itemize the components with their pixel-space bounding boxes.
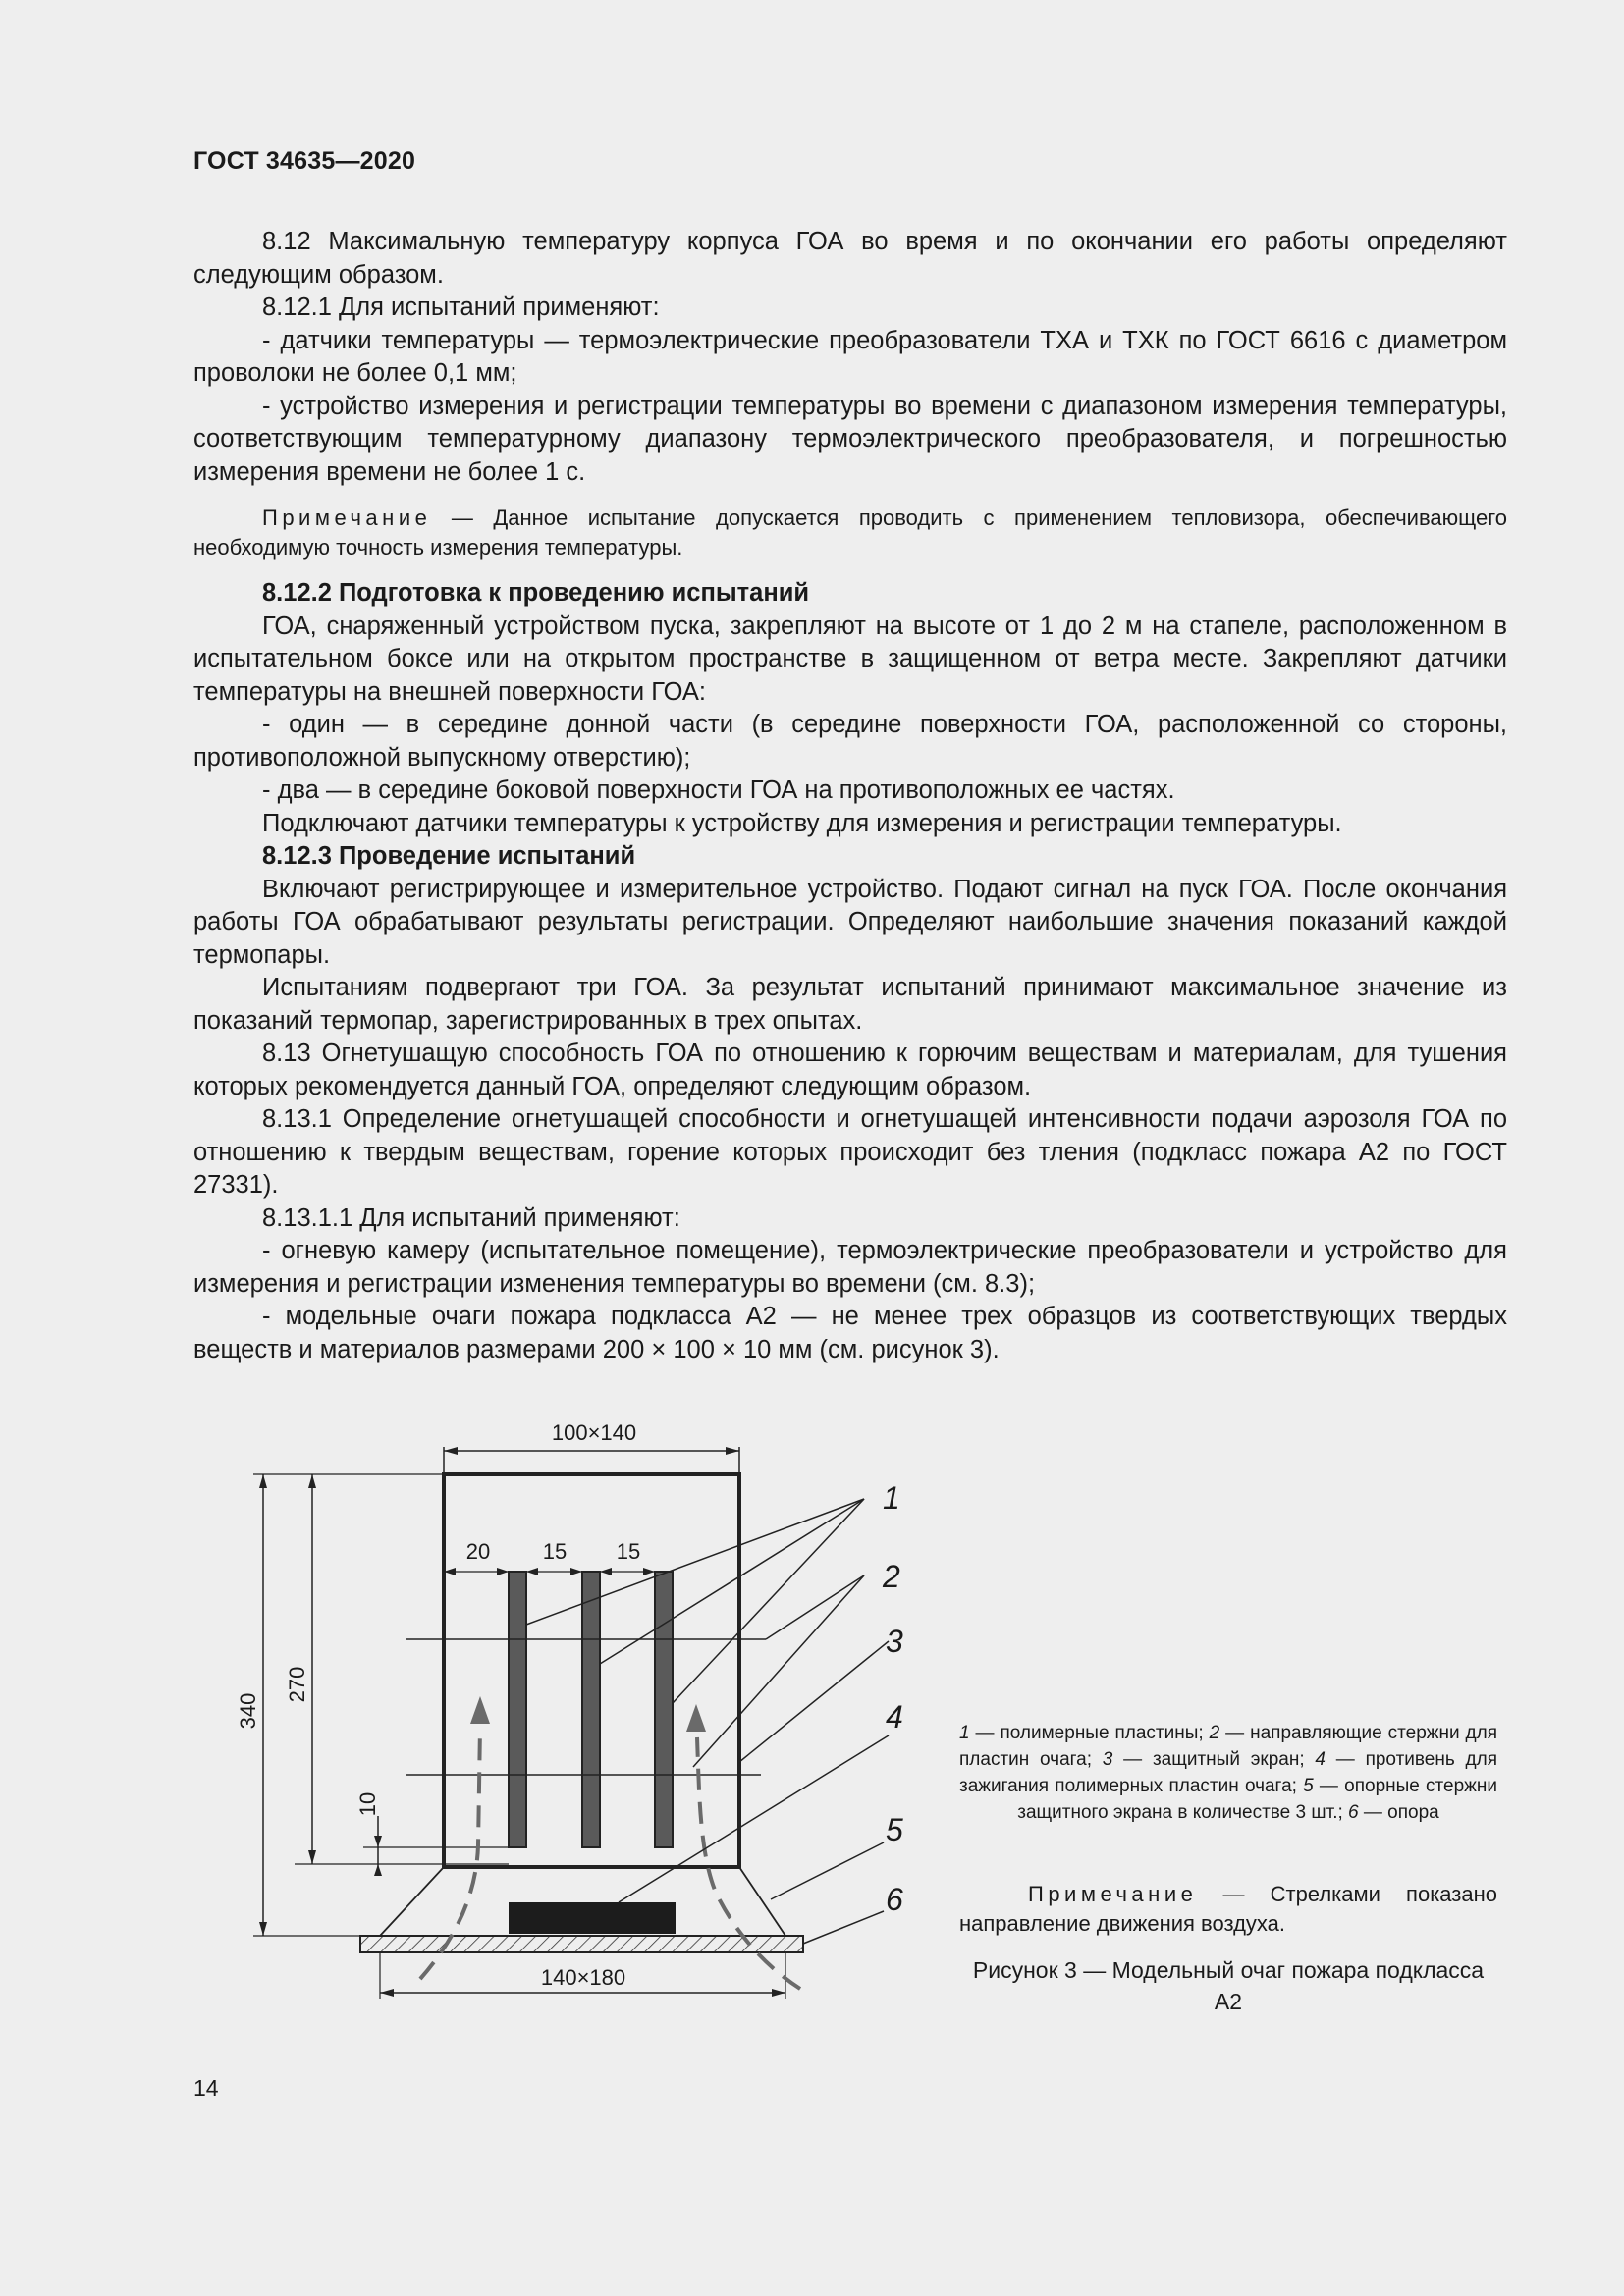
paragraph: - модельные очаги пожара подкласса А2 — не менее трех образцов из соответствующих твердых веществ и материалов размерами 200 × 100 × 10 мм (см. рисунок 3). — [193, 1303, 1507, 1363]
paragraph: - два — в середине боковой поверхности ГОА на противоположных ее частях. — [262, 776, 1175, 804]
legend-text: — направляющие стержни для пластин очага; — [959, 1723, 1497, 1770]
callouts — [882, 1480, 903, 1917]
dim-label: 270 — [285, 1666, 309, 1703]
dim-label: 15 — [616, 1539, 641, 1564]
paragraph: 8.12.1 Для испытаний применяют: — [262, 294, 660, 321]
paragraph: - один — в середине донной части (в середине поверхности ГОА, расположенной со стороны, противоположной выпускному отверстию); — [193, 711, 1507, 772]
callout-number: 5 — [886, 1812, 903, 1847]
paragraph: 8.12 Максимальную температуру корпуса ГОА во время и по окончании его работы определяют следующим образом. — [193, 228, 1507, 289]
callout-number: 3 — [886, 1624, 903, 1659]
leader-lines — [526, 1499, 889, 1944]
section-heading: 8.12.2 Подготовка к проведению испытаний — [262, 579, 810, 607]
paragraph: 8.13.1 Определение огнетушащей способности и огнетушащей интенсивности подачи аэрозоля ГОА по отношению к твердым веществам, горение которых происходит без тления (подкласс пожара А2 по ГОСТ 27331). — [193, 1105, 1507, 1199]
dim-plate-spacing — [444, 1539, 655, 1575]
callout-number: 2 — [883, 1559, 900, 1594]
dim-label: 20 — [465, 1539, 491, 1564]
polymer-plate — [509, 1572, 526, 1847]
dim-bottom-width — [380, 1952, 785, 1999]
base-plate — [360, 1936, 803, 1952]
dim-label: 15 — [542, 1539, 568, 1564]
legend-number: 2 — [1209, 1723, 1220, 1743]
paragraph: Подключают датчики температуры к устройству для измерения и регистрации температуры. — [262, 809, 1342, 837]
legend-number: 3 — [1102, 1749, 1113, 1770]
paragraph: ГОА, снаряженный устройством пуска, закрепляют на высоте от 1 до 2 м на стапеле, расположенном в испытательном боксе или на открытом пространстве в защищенном от ветра месте. Закрепляют датчики температуры на внешней поверхности ГОА: — [193, 612, 1507, 706]
legend-text: — противень для зажигания полимерных пластин очага; — [959, 1749, 1497, 1796]
ignition-tray — [509, 1902, 676, 1934]
polymer-plate — [655, 1572, 673, 1847]
dim-top-width — [444, 1420, 739, 1472]
paragraph: Включают регистрирующее и измерительное устройство. Подают сигнал на пуск ГОА. После окончания работы ГОА обрабатывают результаты регистрации. Определяют наибольшие значения показаний каждой термопары. — [193, 875, 1507, 969]
paragraph: - датчики температуры — термоэлектрические преобразователи ТХА и ТХК по ГОСТ 6616 с диаметром проволоки не более 0,1 мм; — [193, 326, 1507, 387]
figure-legend — [959, 1720, 1497, 1826]
legend-text: — полимерные пластины; — [969, 1723, 1210, 1743]
dim-label: 140×180 — [540, 1965, 626, 1990]
callout-number: 4 — [886, 1699, 903, 1735]
legend-number: 4 — [1315, 1749, 1326, 1770]
paragraph: Испытаниям подвергают три ГОА. За результат испытаний принимают максимальное значение из показаний термопар, зарегистрированных в трех опытах. — [193, 974, 1507, 1035]
callout-number: 6 — [886, 1882, 903, 1917]
dim-label: 10 — [355, 1791, 380, 1817]
paragraph: - устройство измерения и регистрации температуры во времени с диапазоном измерения температуры, соответствующим температурному диапазону термоэлектрического преобразователя, и погрешностью измерения времени не более 1 с. — [193, 392, 1507, 486]
legend-number: 1 — [959, 1723, 970, 1743]
note-text: — Данное испытание допускается проводить с применением тепловизора, обеспечивающего необходимую точность измерения температуры. — [193, 506, 1507, 560]
legend-text: — защитный экран; — [1112, 1749, 1316, 1770]
paragraph: 8.13 Огнетушащую способность ГОА по отношению к горючим веществам и материалам, для тушения которых рекомендуется данный ГОА, определяют следующим образом. — [193, 1040, 1507, 1100]
legend-number: 6 — [1348, 1802, 1359, 1823]
legend-text: — опора — [1358, 1802, 1439, 1823]
legend-text: — опорные стержни защитного экрана в количестве 3 шт.; — [1017, 1776, 1497, 1823]
figure-caption: Рисунок 3 — Модельный очаг пожара подкласса А2 — [972, 1957, 1485, 2014]
figure-note — [959, 1880, 1497, 1939]
callout-number: 1 — [883, 1480, 900, 1516]
polymer-plate — [582, 1572, 600, 1847]
paragraph: 8.13.1.1 Для испытаний применяют: — [262, 1203, 680, 1232]
note-text: — Стрелками показано направление движения воздуха. — [959, 1882, 1497, 1936]
page-number: 14 — [193, 2075, 219, 2101]
note-label: Примечание — [1028, 1882, 1198, 1906]
dim-label: 100×140 — [551, 1420, 637, 1445]
paragraph: - огневую камеру (испытательное помещение), термоэлектрические преобразователи и устройство для измерения и регистрации изменения температуры во времени (см. 8.3); — [193, 1237, 1507, 1298]
note-label: Примечание — [262, 506, 432, 530]
section-heading: 8.12.3 Проведение испытаний — [262, 842, 636, 870]
document-header: ГОСТ 34635—2020 — [193, 147, 416, 175]
dim-label: 340 — [236, 1692, 260, 1730]
legend-number: 5 — [1303, 1776, 1314, 1796]
